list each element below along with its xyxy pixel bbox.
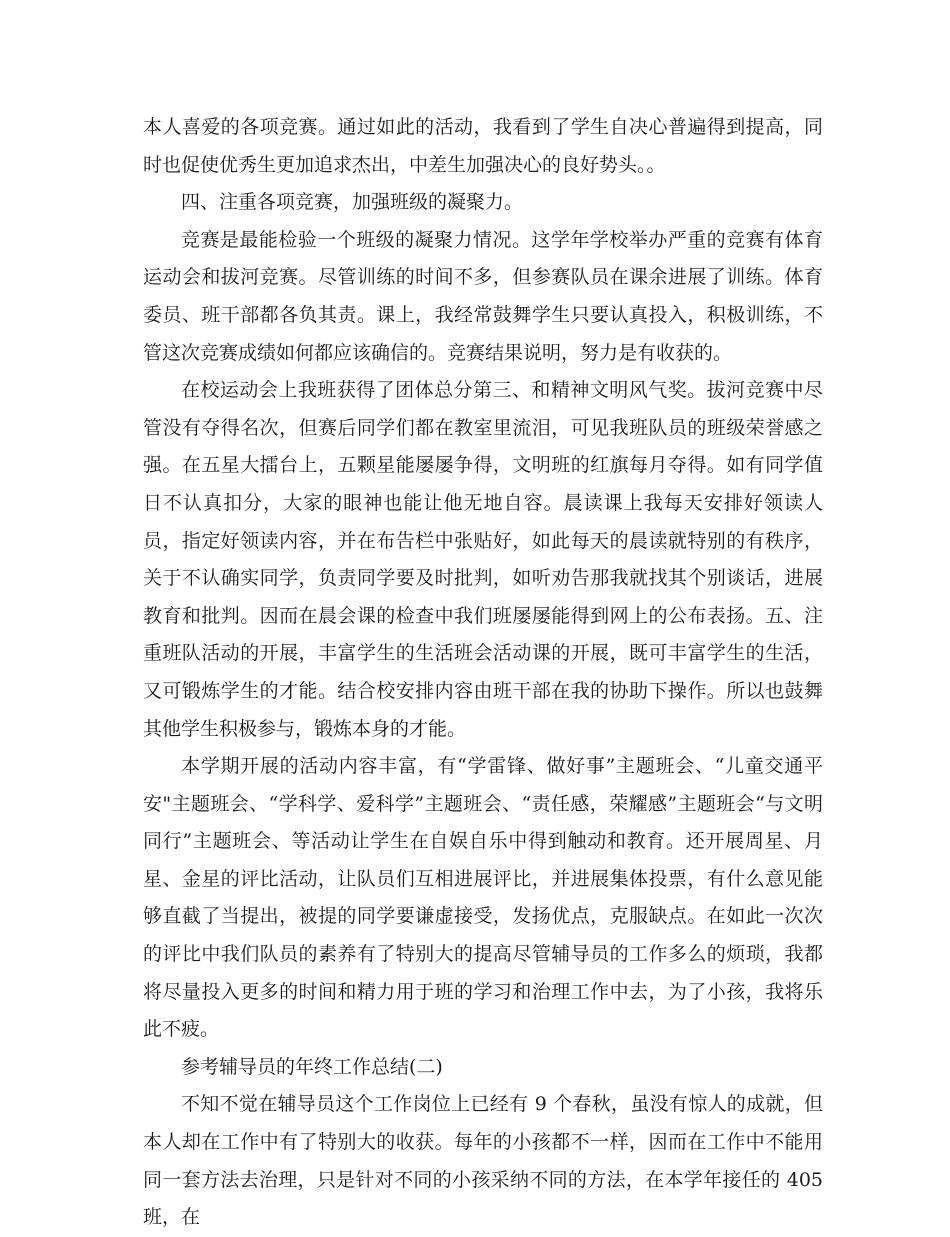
paragraph-continuation: 本人喜爱的各项竞赛。通过如此的活动，我看到了学生自决心普遍得到提高，同时也促使优秀生更加追求杰出，中差生加强决心的良好势头。。 [143,116,823,176]
document-page [143,109,823,1237]
paragraph-sports-meet: 在校运动会上我班获得了团体总分第三、和精神文明风气奖。拔河竞赛中尽管没有夺得名次，但赛后同学们都在教室里流泪，可见我班队员的班级荣誉感之强。在五星大擂台上，五颗星能屡屡争得，文明班的红旗每月夺得。如有同学值日不认真扣分，大家的眼神也能让他无地自容。晨读课上我每天安排好领读人员，指定好领读内容，并在布告栏中张贴好，如此每天的晨读就特别的有秩序，关于不认确实同学，负责同学要及时批判，如听劝告那我就找其个别谈话，进展教育和批判。因而在晨会课的检查中我们班屡屡能得到网上的公布表扬。五、注重班队活动的开展，丰富学生的生活班会活动课的开展，既可丰富学生的生活，又可锻炼学生的才能。结合校安排内容由班干部在我的协助下操作。所以也鼓舞其他学生积极参与，锻炼本身的才能。 [143,379,823,740]
section-heading-competitions: 四、注重各项竞赛，加强班级的凝聚力。 [181,191,524,214]
paragraph-competition-cohesion: 竞赛是最能检验一个班级的凝聚力情况。这学年学校举办严重的竞赛有体育运动会和拔河竞赛。尽管训练的时间不多，但参赛队员在课余进展了训练。体育委员、班干部都各负其责。课上，我经常鼓舞学生只要认真投入，积极训练，不管这次竞赛成绩如何都应该确信的。竞赛结果说明，努力是有收获的。 [143,228,823,364]
paragraph-nine-years: 不知不觉在辅导员这个工作岗位上已经有 9 个春秋，虽没有惊人的成就，但本人却在工作中有了特别大的收获。每年的小孩都不一样，因而在工作中不能用同一套方法去治理，只是针对不同的小孩采纳不同的方法，在本学年接任的 405 班，在 [143,1093,823,1229]
section-heading-summary-two: 参考辅导员的年终工作总结(二) [181,1055,443,1078]
paragraph-activities: 本学期开展的活动内容丰富，有“学雷锋、做好事”主题班会、“儿童交通平安"主题班会、“学科学、爱科学”主题班会、“责任感，荣耀感”主题班会“与文明同行”主题班会、等活动让学生在自娱自乐中得到触动和教育。还开展周星、月星、金星的评比活动，让队员们互相进展评比，并进展集体投票，有什么意见能够直截了当提出，被提的同学要谦虚接受，发扬优点，克服缺点。在如此一次次的评比中我们队员的素养有了特别大的提高尽管辅导员的工作多么的烦琐，我都将尽量投入更多的时间和精力用于班的学习和治理工作中去，为了小孩，我将乐此不疲。 [143,755,823,1041]
